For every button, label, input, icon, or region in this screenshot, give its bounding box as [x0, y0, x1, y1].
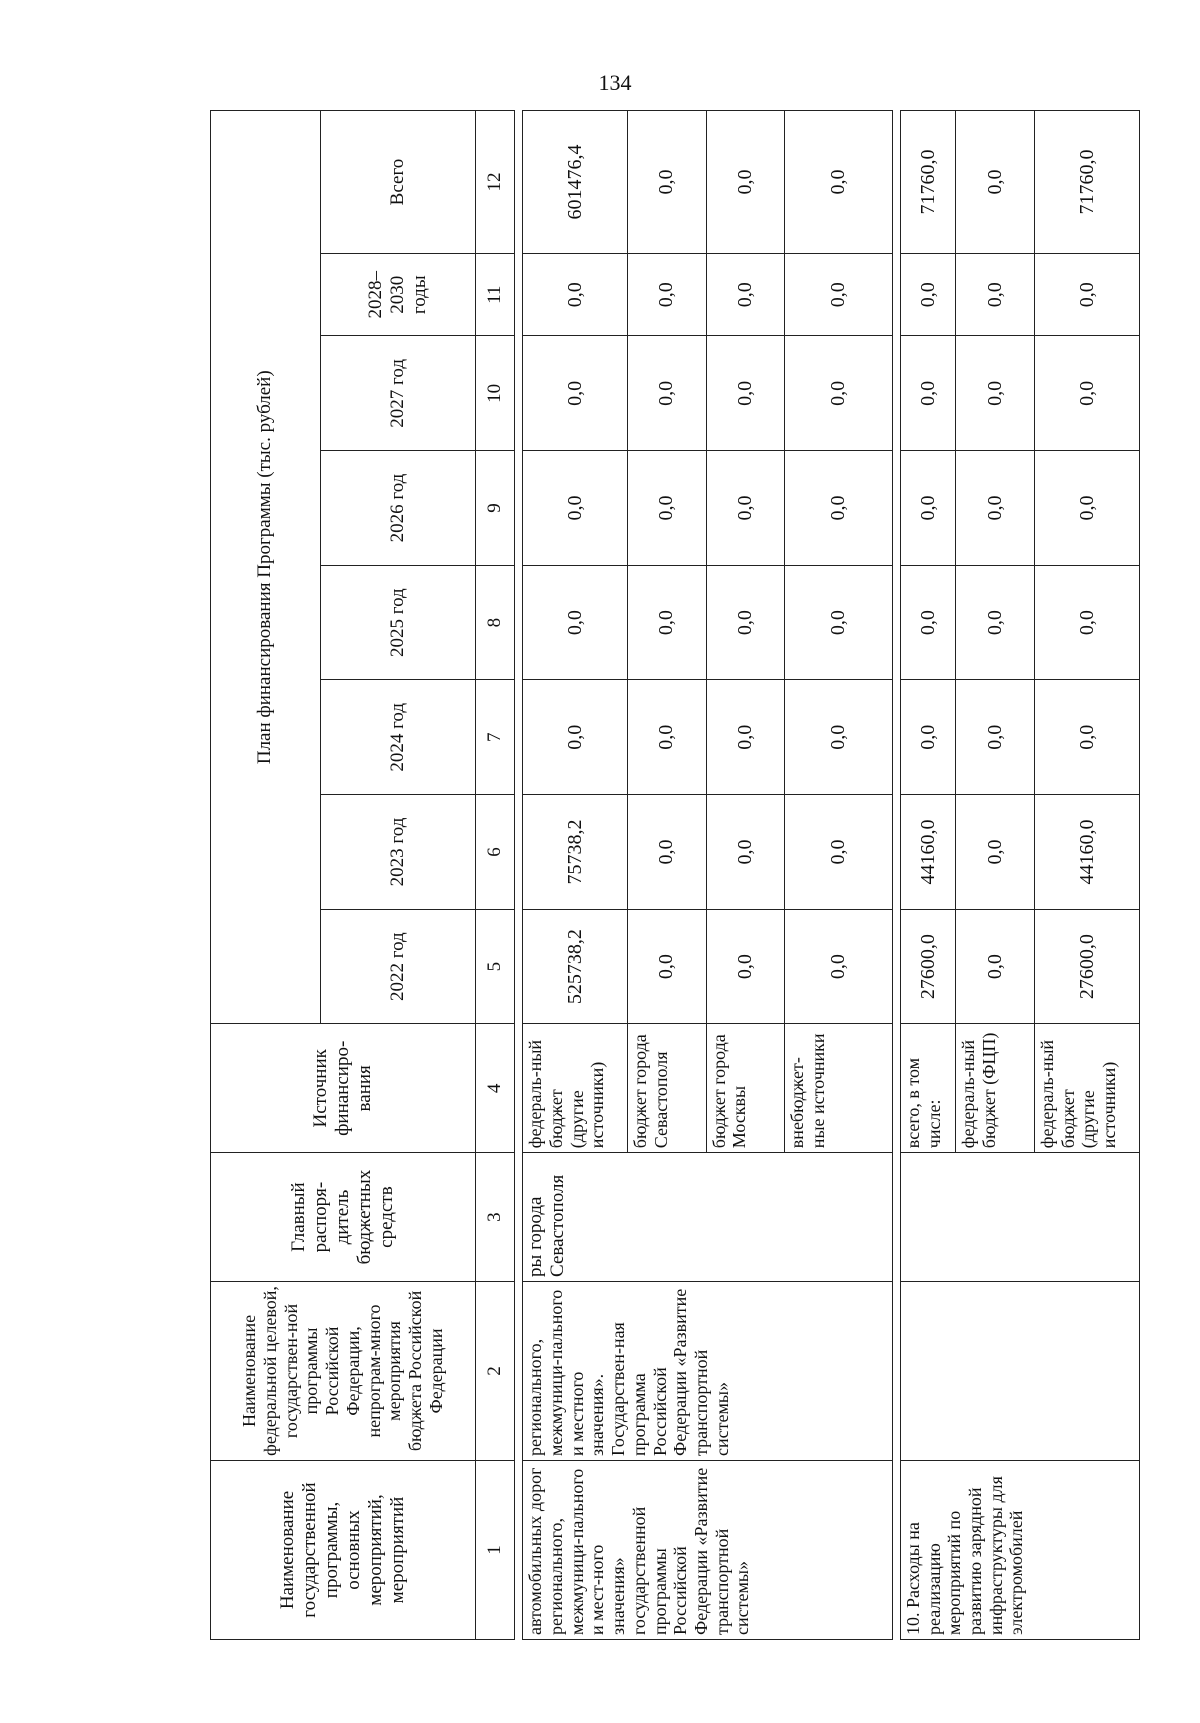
value-cell: 0,0 — [523, 254, 628, 336]
header-year-2022: 2022 год — [320, 909, 475, 1024]
header-year-2023: 2023 год — [320, 795, 475, 910]
value-cell: 0,0 — [706, 565, 785, 680]
column-number: 12 — [475, 111, 514, 254]
value-cell: 0,0 — [706, 680, 785, 795]
funding-source-cell: бюджет города Севастополя — [628, 1024, 707, 1153]
value-cell: 0,0 — [523, 680, 628, 795]
value-cell: 0,0 — [785, 795, 892, 910]
funding-source-cell: федераль-ный бюджет (другие источники) — [1035, 1024, 1140, 1153]
value-cell: 0,0 — [1035, 451, 1140, 566]
value-cell: 0,0 — [956, 680, 1035, 795]
value-cell: 525738,2 — [523, 909, 628, 1024]
value-cell: 0,0 — [785, 111, 892, 254]
value-cell: 0,0 — [956, 795, 1035, 910]
value-cell: 0,0 — [628, 254, 707, 336]
program-name-cell: автомобильных дорог регионального, межмуници-пального и мест-ного значения» государственной программы Российской Федерации «Развитие транспортной системы» — [523, 1460, 892, 1639]
budget-manager-cell — [901, 1153, 1140, 1282]
funding-source-cell: бюджет города Москвы — [706, 1024, 785, 1153]
column-number: 1 — [475, 1460, 514, 1639]
column-number: 3 — [475, 1153, 514, 1282]
value-cell: 75738,2 — [523, 795, 628, 910]
value-cell: 0,0 — [956, 451, 1035, 566]
header-year-2025: 2025 год — [320, 565, 475, 680]
header-federal-program: Наименование федеральной целевой, государствен-ной программы Российской Федерации, непрограм-много мероприятия бюджета Российской Федерации — [211, 1281, 476, 1460]
page-number: 134 — [598, 70, 632, 95]
value-cell: 0,0 — [901, 565, 956, 680]
value-cell: 0,0 — [785, 336, 892, 451]
value-cell: 0,0 — [706, 795, 785, 910]
value-cell: 0,0 — [1035, 565, 1140, 680]
value-cell: 601476,4 — [523, 111, 628, 254]
funding-source-cell: федераль-ный бюджет (ФЦП) — [956, 1024, 1035, 1153]
column-number: 11 — [475, 254, 514, 336]
table-row — [523, 111, 628, 1640]
value-cell: 0,0 — [785, 565, 892, 680]
header-years-2028-2030: 2028–2030 годы — [320, 254, 475, 336]
value-cell: 0,0 — [1035, 254, 1140, 336]
financing-table — [210, 110, 1140, 1640]
program-name-cell: 10. Расходы на реализацию мероприятий по развитию зарядной инфраструктуры для электромобилей — [901, 1460, 1140, 1639]
federal-program-cell: регионального, межмуници-пального и местного значения». Государствен-ная программа Российской Федерации «Развитие транспортной системы» — [523, 1281, 892, 1460]
value-cell: 0,0 — [706, 451, 785, 566]
column-number: 9 — [475, 451, 514, 566]
value-cell: 0,0 — [628, 451, 707, 566]
table-row — [901, 111, 956, 1640]
budget-manager-cell: ры города Севастополя — [523, 1153, 892, 1282]
value-cell: 0,0 — [523, 565, 628, 680]
column-number: 6 — [475, 795, 514, 910]
value-cell: 0,0 — [956, 111, 1035, 254]
value-cell: 0,0 — [628, 111, 707, 254]
value-cell: 0,0 — [706, 336, 785, 451]
value-cell: 0,0 — [1035, 680, 1140, 795]
value-cell: 0,0 — [956, 254, 1035, 336]
value-cell: 44160,0 — [901, 795, 956, 910]
value-cell: 0,0 — [785, 909, 892, 1024]
column-number-row — [475, 111, 514, 1640]
value-cell: 0,0 — [901, 680, 956, 795]
financing-table-rotated — [210, 110, 1140, 1640]
header-year-2026: 2026 год — [320, 451, 475, 566]
funding-source-cell: федераль-ный бюджет (другие источники) — [523, 1024, 628, 1153]
header-funding-source: Источник финансиро-вания — [211, 1024, 476, 1153]
value-cell: 0,0 — [1035, 336, 1140, 451]
value-cell: 0,0 — [628, 795, 707, 910]
header-year-2027: 2027 год — [320, 336, 475, 451]
header-year-2024: 2024 год — [320, 680, 475, 795]
federal-program-cell — [901, 1281, 1140, 1460]
value-cell: 0,0 — [785, 451, 892, 566]
column-number: 10 — [475, 336, 514, 451]
value-cell: 0,0 — [901, 254, 956, 336]
value-cell: 0,0 — [901, 451, 956, 566]
funding-source-cell: всего, в том числе: — [901, 1024, 956, 1153]
column-number: 2 — [475, 1281, 514, 1460]
value-cell: 0,0 — [628, 336, 707, 451]
value-cell: 0,0 — [956, 909, 1035, 1024]
value-cell: 0,0 — [628, 680, 707, 795]
value-cell: 0,0 — [628, 565, 707, 680]
value-cell: 0,0 — [706, 111, 785, 254]
header-program-name: Наименование государственной программы, основных мероприятий, мероприятий — [211, 1460, 476, 1639]
value-cell: 0,0 — [956, 565, 1035, 680]
value-cell: 27600,0 — [1035, 909, 1140, 1024]
value-cell: 44160,0 — [1035, 795, 1140, 910]
funding-source-cell: внебюджет-ные источники — [785, 1024, 892, 1153]
column-number: 5 — [475, 909, 514, 1024]
value-cell: 71760,0 — [1035, 111, 1140, 254]
header-total: Всего — [320, 111, 475, 254]
value-cell: 0,0 — [523, 451, 628, 566]
column-number: 8 — [475, 565, 514, 680]
value-cell: 0,0 — [785, 254, 892, 336]
value-cell: 0,0 — [956, 336, 1035, 451]
value-cell: 71760,0 — [901, 111, 956, 254]
value-cell: 0,0 — [628, 909, 707, 1024]
column-number: 4 — [475, 1024, 514, 1153]
value-cell: 0,0 — [523, 336, 628, 451]
value-cell: 0,0 — [706, 254, 785, 336]
header-financing-plan: План финансирования Программы (тыс. рублей) — [211, 111, 321, 1024]
header-budget-manager: Главный распоря-дитель бюджетных средств — [211, 1153, 476, 1282]
value-cell: 0,0 — [706, 909, 785, 1024]
value-cell: 0,0 — [785, 680, 892, 795]
column-number: 7 — [475, 680, 514, 795]
value-cell: 27600,0 — [901, 909, 956, 1024]
value-cell: 0,0 — [901, 336, 956, 451]
